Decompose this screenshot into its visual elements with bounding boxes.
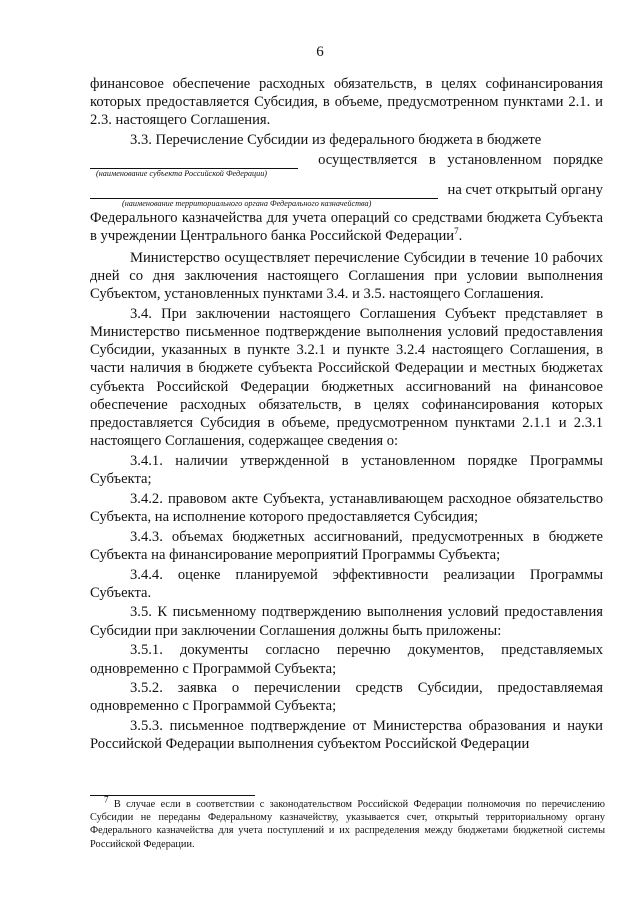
caption-treasury: (наименование территориального органа Федерального казначейства) bbox=[122, 199, 372, 209]
paragraph-3-3-lead: 3.3. Перечисление Субсидии из федерального бюджета в бюджете bbox=[130, 132, 542, 149]
paragraph-3-3-tail-1: осуществляется в установленном порядке bbox=[318, 151, 603, 168]
paragraph-3-3-rest bbox=[90, 209, 603, 245]
footnote-text: В случае если в соответствии с законодательством Российской Федерации полномочия по перечислению Субсидии не переданы Федеральному казначейству, указывается счет, открытый территориальному органу Федерального казначейства для учета поступлений и их распределения между бюджетами бюджетной системы Российской Федерации. bbox=[90, 799, 605, 850]
document-body bbox=[90, 75, 603, 755]
paragraph-3-5-2: 3.5.2. заявка о перечислении средств Субсидии, предоставляемая одновременно с Программой Субъекта; bbox=[90, 680, 603, 715]
paragraph-3-3-end: . bbox=[458, 228, 463, 245]
subject-blank-line bbox=[90, 154, 298, 169]
treasury-fill-row bbox=[90, 181, 603, 199]
footnote-reference: 7 bbox=[454, 226, 459, 237]
footnote-mark: 7 bbox=[104, 794, 109, 805]
paragraph-3-4-3: 3.4.3. объемах бюджетных ассигнований, предусмотренных в бюджете Субъекта на финансирование мероприятий Программы Субъекта; bbox=[90, 528, 603, 563]
footnote bbox=[90, 794, 605, 851]
treasury-blank-line bbox=[90, 184, 438, 199]
paragraph-3-5-1: 3.5.1. документы согласно перечню документов, представляемых одновременно с Программой Субъекта; bbox=[90, 642, 603, 677]
paragraph-3-4-2: 3.4.2. правовом акте Субъекта, устанавливающем расходное обязательство Субъекта, на исполнение которого предоставляется Субсидия; bbox=[90, 490, 603, 525]
paragraph-3-5: 3.5. К письменному подтверждению выполнения условий предоставления Субсидии при заключении Соглашения должны быть приложены: bbox=[90, 604, 603, 639]
paragraph-3-4: 3.4. При заключении настоящего Соглашения Субъект представляет в Министерство письменное подтверждение выполнения условий предоставления Субсидии, указанных в пункте 3.2.1 и пункте 3.2.4 настоящего Соглашения, в части наличия в бюджете субъекта Российской Федерации и местных бюджетах субъекта Российской Федерации бюджетных ассигнований на финансовое обеспечение расходных обязательств, в целях софинансирования которых предоставляется Субсидия в объеме, предусмотренном пунктами 2.1.1 и 2.3.1 настоящего Соглашения, содержащее сведения о: bbox=[90, 305, 603, 450]
paragraph-ministry: Министерство осуществляет перечисление Субсидии в течение 10 рабочих дней со дня заключения настоящего Соглашения при условии выполнения Субъектом, установленных пунктами 3.4. и 3.5. настоящего Соглашения. bbox=[90, 249, 603, 302]
paragraph-3-4-4: 3.4.4. оценке планируемой эффективности реализации Программы Субъекта. bbox=[90, 566, 603, 601]
paragraph-3-3-rest-text: Федерального казначейства для учета операций со средствами бюджета Субъекта в учреждении Центрального банка Российской Федерации bbox=[90, 210, 603, 245]
paragraph-3-5-3: 3.5.3. письменное подтверждение от Министерства образования и науки Российской Федерации выполнения субъектом Российской Федерации bbox=[90, 718, 603, 753]
caption-subject: (наименование субъекта Российской Федерации) bbox=[96, 169, 268, 178]
subject-fill-row bbox=[90, 151, 603, 169]
footnote-divider bbox=[90, 795, 255, 796]
paragraph-3-3-tail-2: на счет открытый органу bbox=[447, 181, 603, 198]
paragraph-intro: финансовое обеспечение расходных обязательств, в целях софинансирования которых предоставляется Субсидия, в объеме, предусмотренном пунктами 2.1. и 2.3. настоящего Соглашения. bbox=[90, 76, 603, 129]
paragraph-3-4-1: 3.4.1. наличии утвержденной в установленном порядке Программы Субъекта; bbox=[90, 452, 603, 488]
page-number: 6 bbox=[316, 44, 324, 60]
